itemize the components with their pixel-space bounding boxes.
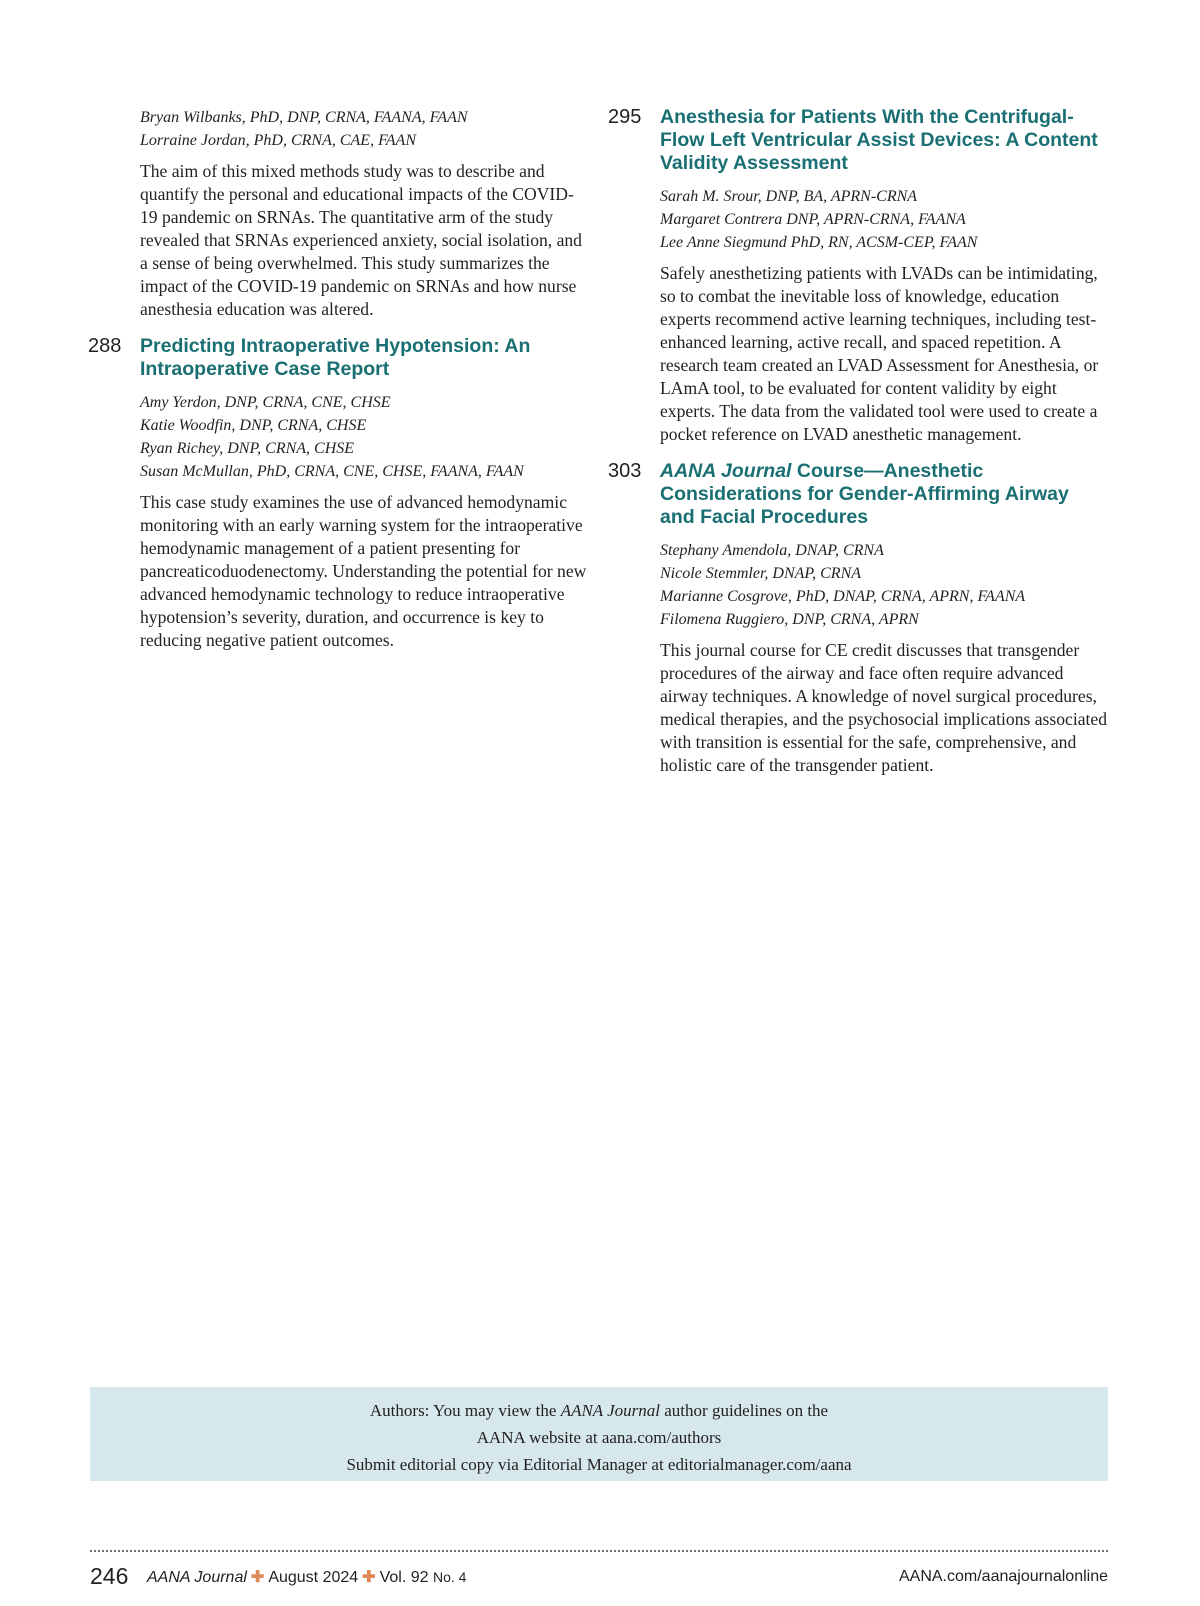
article-303: [608, 460, 1108, 777]
title-text: Course—Anesthetic Considerations for Gender-Affirming Airway and Facial Procedures: [660, 460, 1069, 528]
article-title[interactable]: Anesthesia for Patients With the Centrifugal-Flow Left Ventricular Assist Devices: A Content Validity Assessment: [660, 106, 1098, 174]
article-title[interactable]: [660, 460, 1108, 529]
article-295: [608, 106, 1108, 446]
article-page-number: 295: [608, 106, 642, 128]
article-page-number: 288: [88, 335, 122, 357]
plus-separator-icon: ✚: [250, 1569, 265, 1586]
author-name: Stephany Amendola, DNAP, CRNA: [660, 542, 884, 559]
right-column: [608, 106, 1108, 791]
notice-line-1: [90, 1397, 1108, 1424]
author-name: Filomena Ruggiero, DNP, CRNA, APRN: [660, 611, 919, 628]
article-title[interactable]: Predicting Intraoperative Hypotension: An Intraoperative Case Report: [140, 335, 531, 380]
article-288: [88, 335, 588, 652]
notice-text: Authors: You may view the: [369, 1401, 561, 1420]
article-page-number: 303: [608, 460, 642, 482]
author-name: Lorraine Jordan, PhD, CRNA, CAE, FAAN: [140, 132, 416, 149]
footer-divider: [90, 1550, 1108, 1552]
article-continued: [88, 106, 588, 321]
footer-url[interactable]: AANA.com/aanajournalonline: [898, 1568, 1108, 1585]
footer-date: August 2024: [268, 1569, 359, 1586]
author-name: Amy Yerdon, DNP, CRNA, CNE, CHSE: [140, 394, 391, 411]
footer-issue: No. 4: [432, 1569, 467, 1585]
plus-separator-icon: ✚: [362, 1569, 376, 1586]
author-name: Lee Anne Siegmund PhD, RN, ACSM-CEP, FAAN: [660, 234, 978, 251]
article-abstract: The aim of this mixed methods study was to describe and quantify the personal and educational impacts of the COVID-19 pandemic on SRNAs. The quantitative arm of the study revealed that SRNAs experienced anxiety, social isolation, and a sense of being overwhelmed. This study summarizes the impact of the COVID-19 pandemic on SRNAs and how nurse anesthesia education was altered.: [140, 161, 582, 319]
footer-volume: Vol. 92: [379, 1569, 429, 1586]
footer-journal-name: AANA Journal: [147, 1569, 247, 1586]
left-column: [88, 106, 588, 666]
author-name: Nicole Stemmler, DNAP, CRNA: [660, 565, 862, 582]
author-name: Bryan Wilbanks, PhD, DNP, CRNA, FAANA, FAAN: [140, 109, 468, 126]
author-guidelines-notice: [90, 1387, 1108, 1481]
footer-journal-info: [147, 1566, 466, 1589]
notice-journal-name: AANA Journal: [560, 1401, 661, 1420]
article-abstract: This case study examines the use of advanced hemodynamic monitoring with an early warning system for the intraoperative hemodynamic management of a patient presenting for pancreaticoduodenectomy. Understanding the potential for new advanced hemodynamic technology to reduce intraoperative hypotension’s severity, duration, and occurrence is key to reducing negative patient outcomes.: [140, 492, 587, 650]
author-list: [140, 391, 588, 483]
title-journal-name: AANA Journal: [660, 460, 792, 482]
author-name: Sarah M. Srour, DNP, BA, APRN-CRNA: [660, 188, 918, 205]
article-abstract: This journal course for CE credit discusses that transgender procedures of the airway and face often require advanced airway techniques. A knowledge of novel surgical procedures, medical therapies, and the psychosocial implications associated with transition is essential for the safe, comprehensive, and holistic care of the transgender patient.: [660, 640, 1108, 775]
continued-author-list: [140, 106, 588, 152]
notice-line-3[interactable]: Submit editorial copy via Editorial Manager at editorialmanager.com/aana: [346, 1455, 852, 1474]
notice-text: author guidelines on the: [660, 1401, 829, 1420]
author-list: [660, 539, 1108, 631]
author-list: [660, 185, 1108, 254]
author-name: Margaret Contrera DNP, APRN-CRNA, FAANA: [660, 211, 966, 228]
author-name: Katie Woodfin, DNP, CRNA, CHSE: [140, 417, 367, 434]
article-abstract: Safely anesthetizing patients with LVADs can be intimidating, so to combat the inevitable loss of knowledge, education experts recommend active learning techniques, including test-enhanced learning, active recall, and spaced repetition. A research team created an LVAD Assessment for Anesthesia, or LAmA tool, to be evaluated for content validity by eight experts. The data from the validated tool were used to create a pocket reference on LVAD anesthetic management.: [660, 263, 1099, 444]
author-name: Ryan Richey, DNP, CRNA, CHSE: [140, 440, 355, 457]
author-name: Susan McMullan, PhD, CRNA, CNE, CHSE, FAANA, FAAN: [140, 463, 524, 480]
notice-line-2[interactable]: AANA website at aana.com/authors: [476, 1428, 722, 1447]
page-footer: [90, 1562, 1108, 1592]
footer-page-number: 246: [90, 1563, 129, 1589]
author-name: Marianne Cosgrove, PhD, DNAP, CRNA, APRN, FAANA: [660, 588, 1026, 605]
